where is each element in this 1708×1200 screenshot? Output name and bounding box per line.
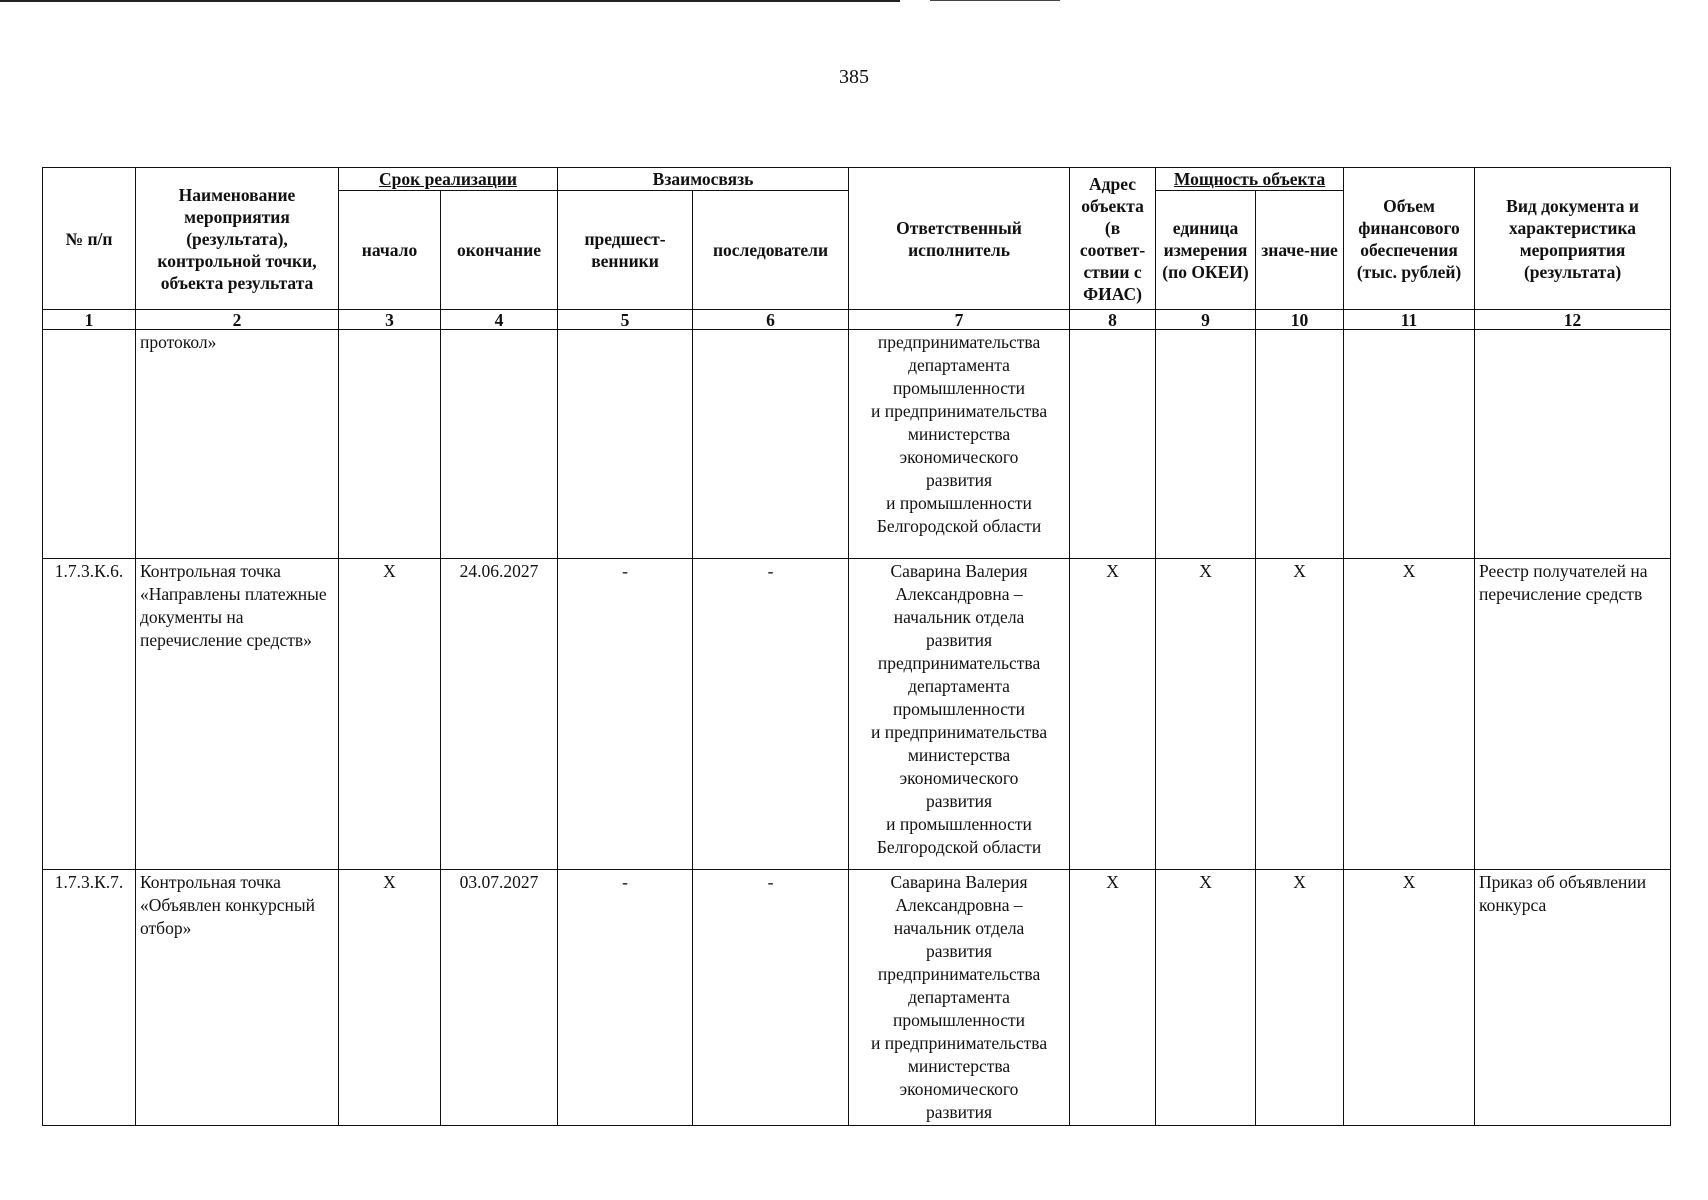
cell-address: X	[1070, 870, 1156, 1126]
cell-address	[1070, 330, 1156, 559]
table-row	[43, 559, 1671, 870]
column-number: 9	[1156, 310, 1256, 330]
page-number: 385	[839, 66, 869, 88]
column-number: 10	[1256, 310, 1344, 330]
executor-line: и промышленности	[886, 493, 1032, 513]
column-number: 6	[693, 310, 849, 330]
header-col-value: значе-ние	[1256, 191, 1344, 310]
executor-line: Александровна –	[895, 584, 1023, 604]
cell-value: X	[1256, 559, 1344, 870]
executor-line: развития	[925, 791, 993, 811]
cell-executor	[849, 870, 1070, 1126]
cell-end: 24.06.2027	[441, 559, 558, 870]
executor-line: департамента	[908, 355, 1010, 375]
header-group-link: Взаимосвязь	[558, 168, 849, 191]
cell-finance	[1344, 330, 1475, 559]
header-col-predecessors: предшест-венники	[558, 191, 693, 310]
cell-finance: X	[1344, 870, 1475, 1126]
cell-address: X	[1070, 559, 1156, 870]
header-col-executor: Ответственный исполнитель	[849, 168, 1070, 310]
executor-line: промышленности	[893, 378, 1026, 398]
executor-line: министерства	[907, 745, 1011, 765]
cell-name: Контрольная точка «Направлены платежные документы на перечисление средств»	[136, 559, 339, 870]
cell-start	[339, 330, 441, 559]
executor-line: министерства	[907, 424, 1011, 444]
cell-end	[441, 330, 558, 559]
header-col-unit: единица измерения (по ОКЕИ)	[1156, 191, 1256, 310]
header-col-address: Адрес объекта (в соответ-ствии с ФИАС)	[1070, 168, 1156, 310]
cell-number: 1.7.3.К.7.	[43, 870, 136, 1126]
executor-line: экономического	[899, 768, 1019, 788]
cell-executor	[849, 330, 1070, 559]
column-number: 7	[849, 310, 1070, 330]
events-table	[42, 167, 1671, 1126]
cell-finance: X	[1344, 559, 1475, 870]
cell-executor	[849, 559, 1070, 870]
cell-name: Контрольная точка «Объявлен конкурсный отбор»	[136, 870, 339, 1126]
cell-name: протокол»	[136, 330, 339, 559]
executor-line: Белгородской области	[876, 837, 1042, 857]
executor-line: министерства	[907, 1056, 1011, 1076]
header-col-start: начало	[339, 191, 441, 310]
column-number: 3	[339, 310, 441, 330]
cell-predecessors: -	[558, 870, 693, 1126]
executor-line: промышленности	[893, 1010, 1026, 1030]
executor-line: предпринимательства	[877, 964, 1041, 984]
executor-line: развития	[925, 941, 993, 961]
executor-line: департамента	[908, 676, 1010, 696]
column-number: 1	[43, 310, 136, 330]
executor-line: начальник отдела	[893, 918, 1025, 938]
top-border-line-short	[930, 0, 1060, 1]
cell-unit: X	[1156, 559, 1256, 870]
header-group-capacity: Мощность объекта	[1156, 168, 1344, 191]
executor-line: экономического	[899, 447, 1019, 467]
executor-line: промышленности	[893, 699, 1026, 719]
cell-start: X	[339, 559, 441, 870]
executor-line: департамента	[908, 987, 1010, 1007]
executor-line: начальник отдела	[893, 607, 1025, 627]
executor-line: и предпринимательства	[870, 722, 1048, 742]
executor-line: и промышленности	[886, 814, 1032, 834]
header-group-term: Срок реализации	[339, 168, 558, 191]
cell-unit: X	[1156, 870, 1256, 1126]
column-number: 5	[558, 310, 693, 330]
cell-document: Приказ об объявлении конкурса	[1475, 870, 1671, 1126]
executor-line: Александровна –	[895, 895, 1023, 915]
top-border-line	[0, 0, 900, 2]
executor-line: развития	[925, 630, 993, 650]
header-col-successors: последователи	[693, 191, 849, 310]
cell-unit	[1156, 330, 1256, 559]
column-number: 8	[1070, 310, 1156, 330]
cell-successors	[693, 330, 849, 559]
cell-predecessors	[558, 330, 693, 559]
cell-start: X	[339, 870, 441, 1126]
cell-document: Реестр получателей на перечисление средств	[1475, 559, 1671, 870]
executor-line: экономического	[899, 1079, 1019, 1099]
table-row	[43, 330, 1671, 559]
executor-line: и предпринимательства	[870, 401, 1048, 421]
executor-line: Саварина Валерия	[890, 561, 1028, 581]
table-row	[43, 870, 1671, 1126]
cell-value: X	[1256, 870, 1344, 1126]
cell-successors: -	[693, 870, 849, 1126]
column-number: 12	[1475, 310, 1671, 330]
executor-line: развития	[925, 1102, 993, 1122]
header-col-end: окончание	[441, 191, 558, 310]
cell-successors: -	[693, 559, 849, 870]
executor-line: развития	[925, 470, 993, 490]
executor-line: Саварина Валерия	[890, 872, 1028, 892]
cell-number	[43, 330, 136, 559]
cell-end: 03.07.2027	[441, 870, 558, 1126]
executor-line: предпринимательства	[877, 332, 1041, 352]
executor-line: и предпринимательства	[870, 1033, 1048, 1053]
header-col-number: № п/п	[43, 168, 136, 310]
header-col-document: Вид документа и характеристика мероприятия (результата)	[1475, 168, 1671, 310]
executor-line: предпринимательства	[877, 653, 1041, 673]
executor-line: Белгородской области	[876, 516, 1042, 536]
cell-predecessors: -	[558, 559, 693, 870]
cell-number: 1.7.3.К.6.	[43, 559, 136, 870]
header-col-name: Наименование мероприятия (результата), контрольной точки, объекта результата	[136, 168, 339, 310]
header-col-finance: Объем финансового обеспечения (тыс. рублей)	[1344, 168, 1475, 310]
cell-value	[1256, 330, 1344, 559]
column-number: 11	[1344, 310, 1475, 330]
column-number: 4	[441, 310, 558, 330]
column-number: 2	[136, 310, 339, 330]
cell-document	[1475, 330, 1671, 559]
